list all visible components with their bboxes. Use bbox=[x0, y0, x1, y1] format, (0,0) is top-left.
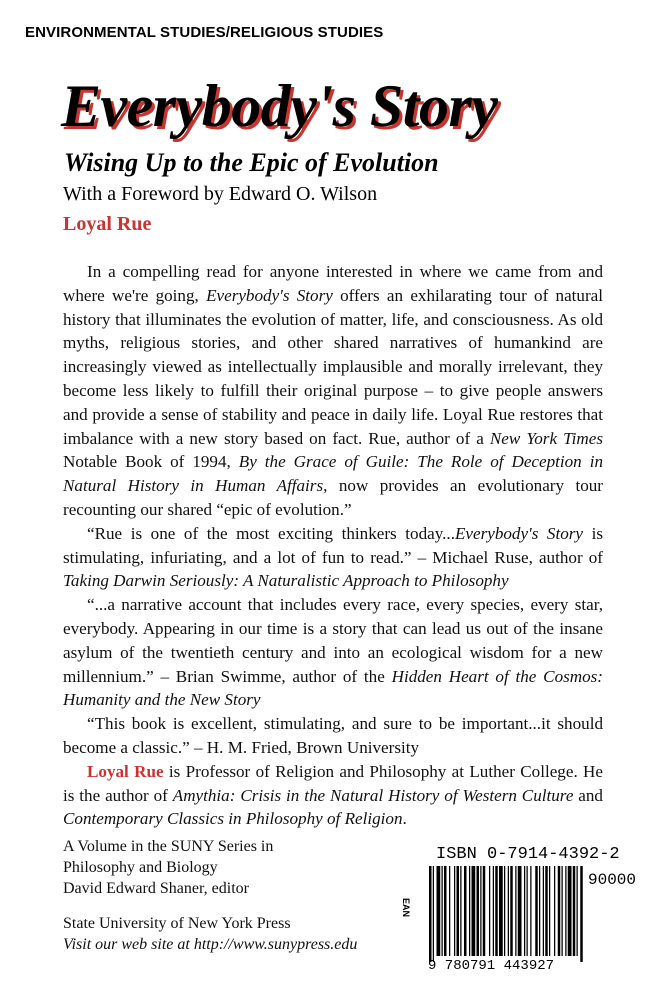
publisher-website: Visit our web site at http://www.sunypress.edu bbox=[63, 936, 358, 953]
ean-label: EAN bbox=[401, 898, 411, 918]
book-title-ref: By the Grace of Guile: The Role of Deception in Natural History in Human Affairs bbox=[63, 452, 603, 496]
back-cover-description bbox=[63, 260, 603, 831]
publication-ref: New York Times bbox=[489, 428, 603, 448]
review-quote-fried: “This book is excellent, stimulating, and sure to be important...it should become a classic.” – H. M. Fried, Brown University bbox=[63, 714, 603, 757]
series-line: A Volume in the SUNY Series in bbox=[63, 838, 274, 855]
book-title-ref: Hidden Heart of the Cosmos: Humanity and the New Story bbox=[63, 666, 603, 710]
book-title-ref: Amythia: Crisis in the Natural History of Western Culture bbox=[172, 785, 574, 805]
book-title-ref: Taking Darwin Seriously: A Naturalistic Approach to Philosophy bbox=[63, 571, 509, 591]
text-run: and bbox=[573, 785, 603, 805]
publisher-name: State University of New York Press bbox=[63, 915, 291, 932]
barcode-digits: 9 780791 443927 bbox=[428, 958, 555, 974]
author-name: Loyal Rue bbox=[63, 213, 152, 235]
text-run: “Rue is one of the most exciting thinkers today... bbox=[87, 523, 455, 543]
barcode-addon-number: 90000 bbox=[588, 871, 637, 889]
text-run: In a compelling read for anyone interested in where we came from and where we're going, bbox=[63, 262, 603, 305]
foreword-credit: With a Foreword by Edward O. Wilson bbox=[63, 183, 378, 205]
series-info bbox=[63, 836, 273, 899]
text-run: . bbox=[402, 809, 407, 829]
publisher-info bbox=[63, 913, 357, 955]
series-line: Philosophy and Biology bbox=[63, 859, 218, 876]
text-run: offers an exhilarating tour of natural history that illuminates the evolution of matter, life, and consciousness. As old myths, religious stories, and other shared narratives of humankind are increasingly viewed as intellectually implausible and morally irrelevant, they become less likely to fulfill their original purpose – to give people answers and provide a sense of stability and peace in daily life. Loyal Rue restores that imbalance with a new story based on fact. Rue, author of a bbox=[63, 285, 603, 448]
isbn-text: ISBN 0-7914-4392-2 bbox=[436, 845, 620, 864]
text-run: “...a narrative account that includes every race, every species, every star, everybody. Appearing in our time is a story that can lead us out of the insane asylum of the twentieth century and into an ecological wisdom for a new millennium.” – Brian Swimme, author of the bbox=[63, 595, 603, 686]
review-quote-ruse bbox=[63, 522, 603, 593]
description-paragraph bbox=[63, 260, 603, 522]
text-run: is Professor of Religion and Philosophy at Luther College. He is the author of bbox=[63, 761, 603, 805]
text-run: is stimulating, infuriating, and a lot of fun to read.” – Michael Ruse, author of bbox=[63, 523, 603, 567]
text-run: , now provides an evolutionary tour recounting our shared “epic of evolution.” bbox=[63, 476, 603, 519]
book-title-ref: Everybody's Story bbox=[454, 523, 584, 543]
book-title-ref: Contemporary Classics in Philosophy of Religion bbox=[63, 809, 403, 829]
book-subtitle: Wising Up to the Epic of Evolution bbox=[64, 148, 439, 177]
book-title-ref: Everybody's Story bbox=[206, 285, 333, 305]
book-title: Everybody's Story bbox=[61, 73, 498, 139]
series-editor: David Edward Shaner, editor bbox=[63, 880, 249, 897]
author-bio bbox=[63, 760, 603, 831]
text-run: Notable Book of 1994, bbox=[63, 452, 239, 472]
author-bio-name: Loyal Rue bbox=[87, 761, 164, 781]
review-quote-swimme bbox=[63, 593, 603, 712]
category-label: ENVIRONMENTAL STUDIES/RELIGIOUS STUDIES bbox=[25, 24, 384, 41]
